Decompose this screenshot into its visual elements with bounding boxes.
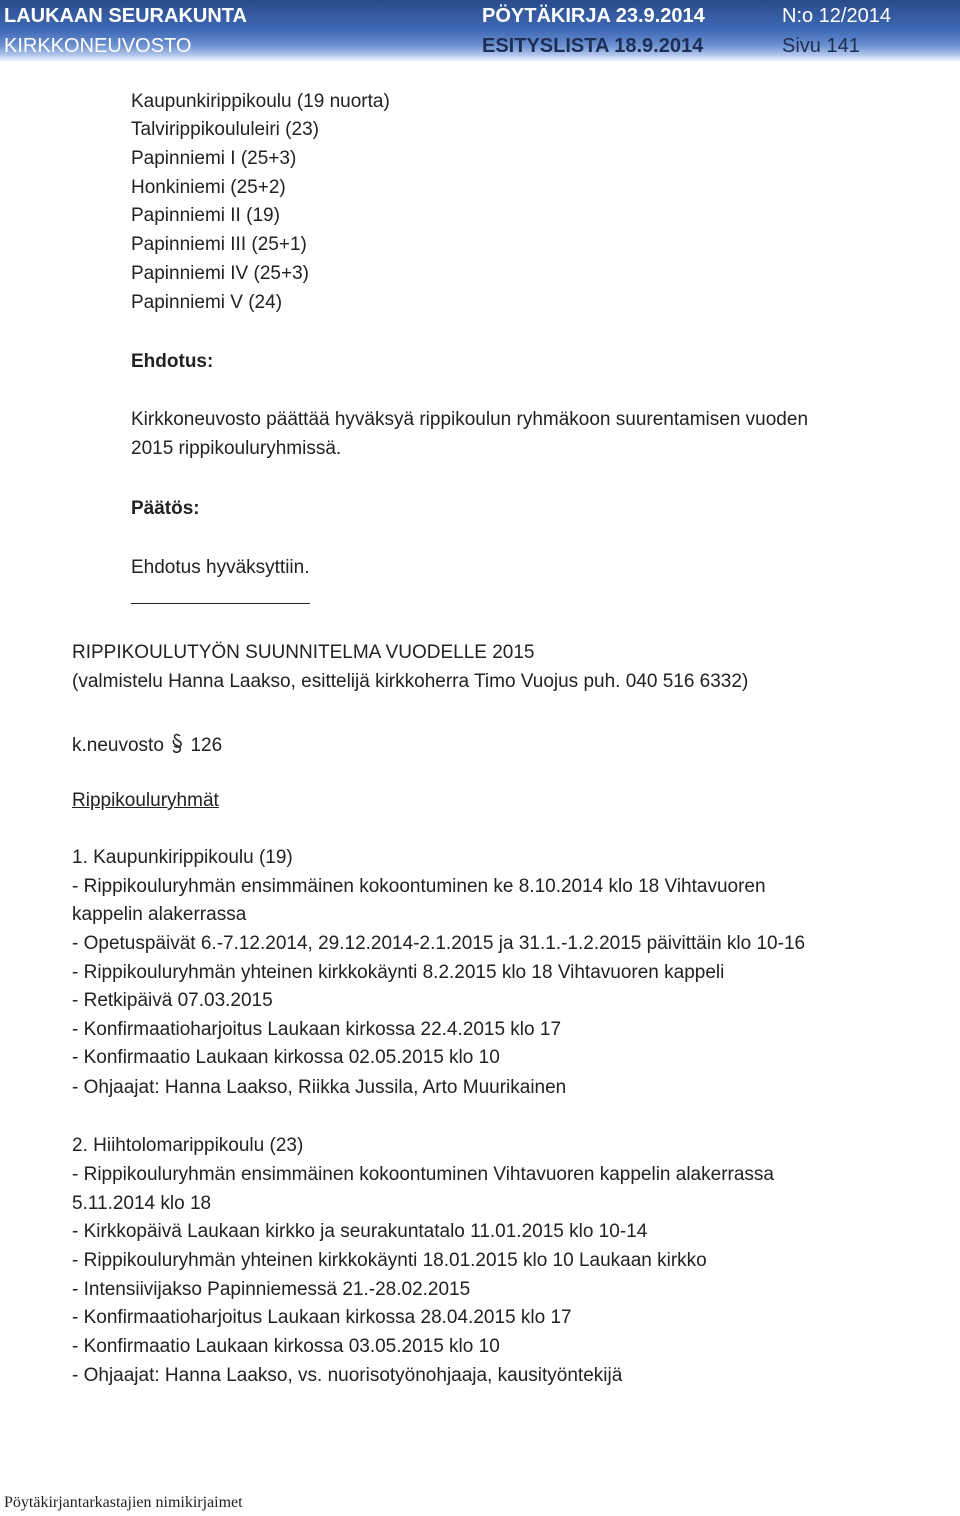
proposal-heading: Ehdotus:: [131, 351, 214, 372]
section-number: 126: [190, 735, 223, 756]
decision-text: Ehdotus hyväksyttiin.: [131, 557, 310, 578]
group-item: Papinniemi V (24): [131, 292, 283, 313]
camp1-line: - Rippikouluryhmän yhteinen kirkkokäynti 8.2.2015 klo 18 Vihtavuoren kappeli: [72, 962, 725, 983]
camp1-line: - Konfirmaatio Laukaan kirkossa 02.05.2015 klo 10: [72, 1047, 500, 1068]
camp2-line: - Intensiivijakso Papinniemessä 21.-28.02.2015: [72, 1279, 471, 1300]
camp2-line: - Rippikouluryhmän ensimmäinen kokoontuminen Vihtavuoren kappelin alakerrassa: [72, 1164, 774, 1185]
proposal-text-line-2: 2015 rippikouluryhmissä.: [131, 438, 342, 459]
group-item: Papinniemi III (25+1): [131, 234, 307, 255]
camp2-title: 2. Hiihtolomarippikoulu (23): [72, 1135, 304, 1156]
header-body: KIRKKONEUVOSTO: [4, 35, 192, 57]
groups-subheading: Rippikouluryhmät: [72, 790, 219, 811]
camp2-line: - Rippikouluryhmän yhteinen kirkkokäynti 18.01.2015 klo 10 Laukaan kirkko: [72, 1250, 707, 1271]
header-agenda: ESITYSLISTA 18.9.2014: [482, 35, 704, 57]
camp2-line: - Ohjaajat: Hanna Laakso, vs. nuorisotyönohjaaja, kausityöntekijä: [72, 1365, 623, 1386]
camp1-line: - Rippikouluryhmän ensimmäinen kokoontuminen ke 8.10.2014 klo 18 Vihtavuoren: [72, 876, 766, 897]
header-page: Sivu 141: [782, 35, 860, 57]
camp1-line: - Konfirmaatioharjoitus Laukaan kirkossa 22.4.2015 klo 17: [72, 1019, 562, 1040]
camp1-line: - Retkipäivä 07.03.2015: [72, 990, 273, 1011]
header-org: LAUKAAN SEURAKUNTA: [4, 5, 247, 27]
section-reference: [72, 729, 222, 758]
section-sign-icon: [169, 732, 185, 754]
camp1-line: - Ohjaajat: Hanna Laakso, Riikka Jussila, Arto Muurikainen: [72, 1077, 567, 1098]
footer-initials-label: Pöytäkirjantarkastajien nimikirjaimet: [4, 1494, 243, 1511]
plan-preparation: (valmistelu Hanna Laakso, esittelijä kirkkoherra Timo Vuojus puh. 040 516 6332): [72, 671, 749, 692]
header-number: N:o 12/2014: [782, 5, 891, 27]
camp1-title: 1. Kaupunkirippikoulu (19): [72, 847, 293, 868]
header-minutes: PÖYTÄKIRJA 23.9.2014: [482, 5, 705, 27]
group-item: Papinniemi I (25+3): [131, 148, 297, 169]
camp1-line: kappelin alakerrassa: [72, 904, 247, 925]
decision-heading: Päätös:: [131, 498, 200, 519]
separator-line: [131, 603, 310, 604]
group-item: Talvirippikoululeiri (23): [131, 119, 319, 140]
plan-title: RIPPIKOULUTYÖN SUUNNITELMA VUODELLE 2015: [72, 642, 535, 663]
group-item: Papinniemi II (19): [131, 205, 280, 226]
proposal-text-line-1: Kirkkoneuvosto päättää hyväksyä rippikoulun ryhmäkoon suurentamisen vuoden: [131, 409, 809, 430]
camp2-line: - Konfirmaatio Laukaan kirkossa 03.05.2015 klo 10: [72, 1336, 500, 1357]
camp2-line: - Konfirmaatioharjoitus Laukaan kirkossa 28.04.2015 klo 17: [72, 1307, 572, 1328]
group-item: Honkiniemi (25+2): [131, 177, 286, 198]
camp2-line: 5.11.2014 klo 18: [72, 1193, 212, 1214]
section-prefix: k.neuvosto: [72, 735, 164, 756]
camp2-line: - Kirkkopäivä Laukaan kirkko ja seurakuntatalo 11.01.2015 klo 10-14: [72, 1221, 648, 1242]
camp1-line: - Opetuspäivät 6.-7.12.2014, 29.12.2014-2.1.2015 ja 31.1.-1.2.2015 päivittäin klo 10-16: [72, 933, 806, 954]
group-item: Papinniemi IV (25+3): [131, 263, 309, 284]
group-item: Kaupunkirippikoulu (19 nuorta): [131, 91, 390, 112]
